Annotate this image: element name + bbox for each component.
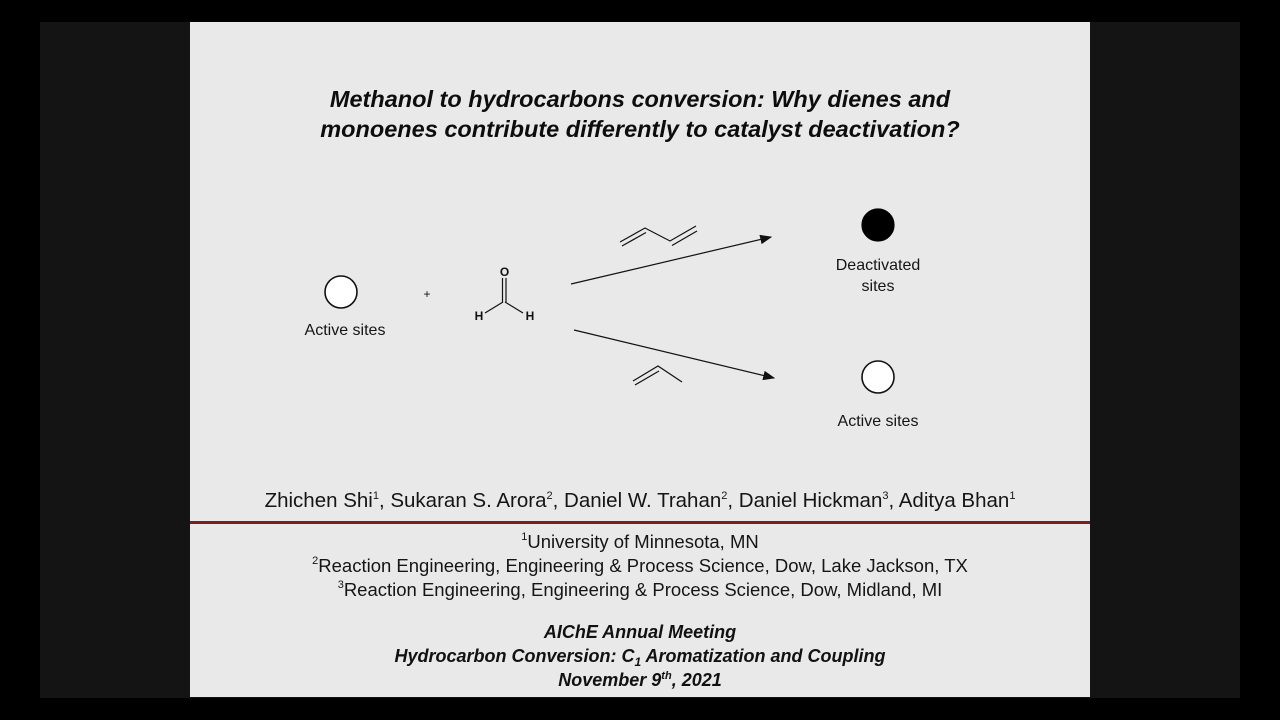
meeting-session <box>190 646 1090 669</box>
date-prefix: November 9 <box>558 670 662 690</box>
affiliation-number: 3 <box>337 579 344 591</box>
author-separator: , <box>888 489 899 512</box>
author-affiliation-number: 1 <box>1009 490 1016 502</box>
affiliation-text: Reaction Engineering, Engineering & Process Science, Dow, Midland, MI <box>343 579 943 600</box>
affiliation-line <box>190 555 1090 577</box>
author <box>390 489 564 512</box>
formaldehyde-hydrogen-right: H <box>525 309 535 323</box>
author-name: Sukaran S. Arora <box>390 489 547 512</box>
arrow-to-active <box>574 330 774 378</box>
author <box>739 489 899 512</box>
affiliation-text: University of Minnesota, MN <box>527 531 759 552</box>
deactivated-sites-label-line-1: Deactivated <box>835 257 921 274</box>
author-affiliation-number: 3 <box>882 490 889 502</box>
affiliation-number: 1 <box>521 531 528 543</box>
meeting-date <box>190 670 1090 691</box>
plus-sign: + <box>423 287 431 301</box>
affiliation-line <box>190 579 1090 601</box>
deactivated-site-icon <box>862 209 894 241</box>
formaldehyde-oxygen: O <box>499 265 510 279</box>
meeting-name: AIChE Annual Meeting <box>543 622 737 642</box>
title-slide <box>190 22 1090 697</box>
date-suffix: , 2021 <box>671 670 722 690</box>
author-name: Daniel Hickman <box>738 489 883 512</box>
product-active-sites-label: Active sites <box>837 413 919 430</box>
deactivated-sites-label-line-2: sites <box>861 278 895 295</box>
propene-structure-icon <box>633 366 682 385</box>
author-name: Zhichen Shi <box>264 489 373 512</box>
formaldehyde-hydrogen-left: H <box>474 309 484 323</box>
slide-title-line-2: monoenes contribute differently to catalyst deactivation? <box>320 116 960 142</box>
session-prefix: Hydrocarbon Conversion: C <box>394 646 635 666</box>
author-name: Daniel W. Trahan <box>564 489 722 512</box>
author-list <box>190 489 1090 513</box>
author-separator: , <box>552 489 565 512</box>
author <box>265 489 391 512</box>
date-superscript: th <box>661 670 672 682</box>
reactant-active-sites-label: Active sites <box>304 322 386 339</box>
formaldehyde-structure-icon <box>475 265 535 323</box>
author <box>899 489 1016 512</box>
arrow-to-deactivated <box>571 237 771 284</box>
active-site-reactant-icon <box>325 276 357 308</box>
author-divider <box>190 521 1090 524</box>
affiliation-text: Reaction Engineering, Engineering & Process Science, Dow, Lake Jackson, TX <box>318 555 968 576</box>
author <box>564 489 739 512</box>
reaction-scheme <box>190 22 1090 482</box>
butadiene-structure-icon <box>620 226 697 246</box>
session-subscript: 1 <box>634 655 642 669</box>
affiliation-line <box>190 531 1090 553</box>
slide-title-line-1: Methanol to hydrocarbons conversion: Why dienes and <box>329 86 951 112</box>
author-separator: , <box>727 489 739 512</box>
active-site-product-icon <box>862 361 894 393</box>
author-affiliation-number: 2 <box>721 490 728 502</box>
author-affiliation-number: 1 <box>372 490 379 502</box>
affiliation-number: 2 <box>312 555 319 567</box>
author-separator: , <box>378 489 391 512</box>
deactivated-sites-label <box>813 255 943 297</box>
author-affiliation-number: 2 <box>546 490 553 502</box>
author-name: Aditya Bhan <box>898 489 1010 512</box>
session-suffix: Aromatization and Coupling <box>641 646 886 666</box>
